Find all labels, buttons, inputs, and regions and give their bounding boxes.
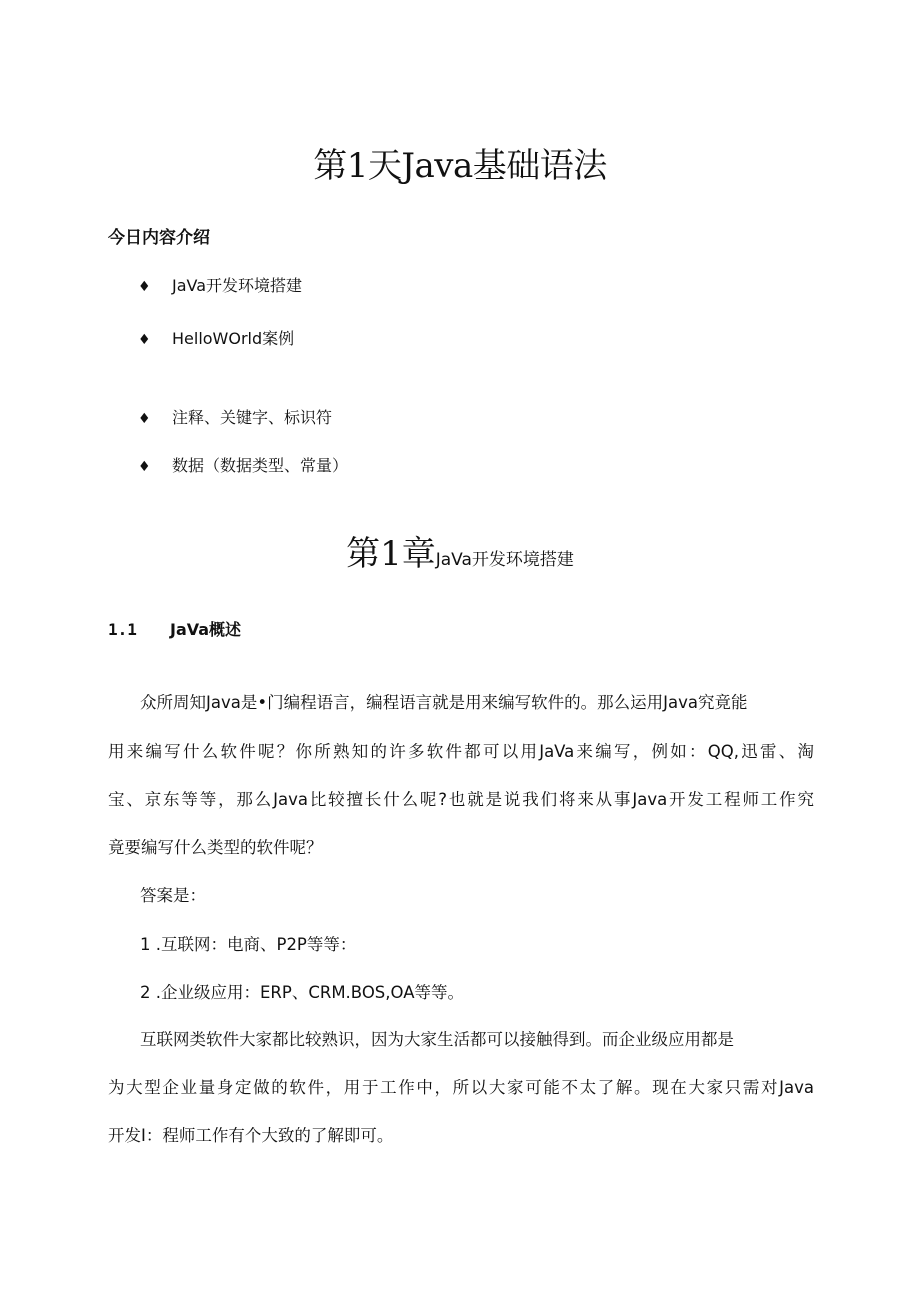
list-item <box>138 406 332 431</box>
paragraph-line: 开发I：程师工作有个大致的了解即可。 <box>108 1126 394 1145</box>
list-item <box>138 274 302 299</box>
page-title: 第1天Java基础语法 <box>313 146 607 186</box>
list-item-text: 注释、关键字、标识符 <box>172 408 333 427</box>
diamond-bullet-icon: ♦ <box>138 411 151 427</box>
paragraph-line: 用来编写什么软件呢？你所熟知的许多软件都可以用JaVa来编写，例如：QQ,迅雷、淘 <box>108 742 814 761</box>
list-item <box>138 454 348 479</box>
paragraph-line: 众所周知Java是•门编程语言，编程语言就是用来编写软件的。那么运用Java究竟能 <box>140 693 748 712</box>
answer-item: 2 .企业级应用：ERP、CRM.BOS,OA等等。 <box>140 983 465 1002</box>
section-number: 1.1 <box>108 620 137 639</box>
answer-item: 1 .互联网：电商、P2P等等： <box>140 935 357 954</box>
paragraph-line: 互联网类软件大家都比较熟识，因为大家生活都可以接触得到。而企业级应用都是 <box>140 1030 734 1049</box>
chapter-heading <box>0 530 920 584</box>
intro-heading: 今日内容介绍 <box>108 228 210 248</box>
section-heading <box>108 618 241 642</box>
diamond-bullet-icon: ♦ <box>138 459 151 475</box>
paragraph-line: 为大型企业量身定做的软件，用于工作中，所以大家可能不太了解。现在大家只需对Java <box>108 1078 814 1097</box>
paragraph-line: 宝、京东等等，那么Java比较擅长什么呢?也就是说我们将来从事Java开发工程师工作究 <box>108 790 814 809</box>
section-title: JaVa概述 <box>170 620 242 639</box>
diamond-bullet-icon: ♦ <box>138 332 151 348</box>
diamond-bullet-icon: ♦ <box>138 279 151 295</box>
chapter-title: JaVa开发环境搭建 <box>435 550 574 570</box>
list-item-text: 数据（数据类型、常量） <box>172 456 349 475</box>
list-item-text: HelloWOrld案例 <box>172 329 295 348</box>
paragraph-line: 竟要编写什么类型的软件呢？ <box>108 838 323 857</box>
answer-label: 答案是： <box>140 886 206 905</box>
list-item <box>138 327 294 352</box>
chapter-prefix: 第1章 <box>346 534 436 574</box>
list-item-text: JaVa开发环境搭建 <box>172 276 303 295</box>
